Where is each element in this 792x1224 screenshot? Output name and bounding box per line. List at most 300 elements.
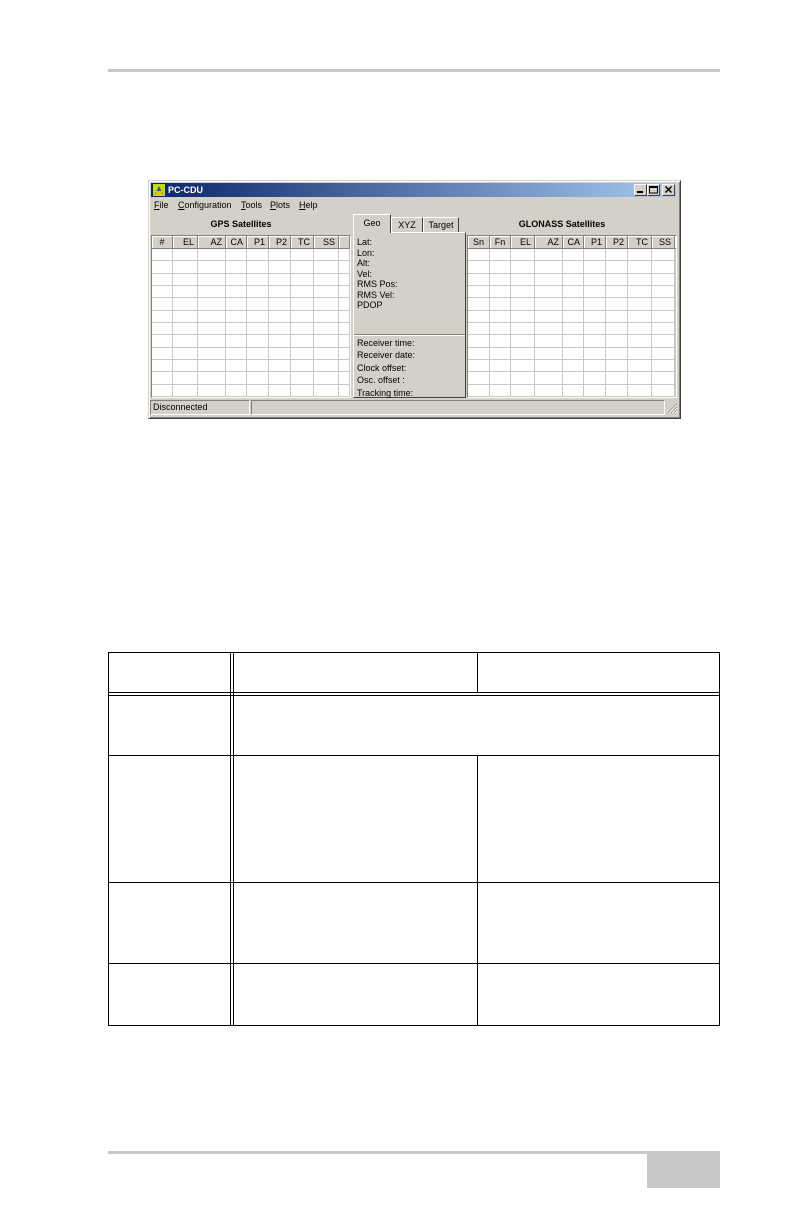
- glonass-table-cell: [584, 274, 606, 285]
- gps-table-cell: [173, 372, 198, 383]
- gps-table-cell: [314, 323, 339, 334]
- glonass-table-cell: [490, 348, 511, 359]
- glonass-table-row: [468, 249, 676, 261]
- glonass-table-cell: [675, 249, 676, 260]
- glonass-table-cell: [584, 249, 606, 260]
- time-fields: [357, 337, 415, 399]
- glonass-table-cell: [535, 249, 563, 260]
- glonass-table-cell: [628, 385, 652, 396]
- minimize-button[interactable]: [634, 184, 647, 196]
- doc-table-cell: [478, 883, 719, 963]
- gps-table-cell: [226, 286, 247, 297]
- glonass-table-cell: [535, 286, 563, 297]
- gps-col-number[interactable]: #: [152, 236, 173, 249]
- gps-table-cell: [247, 335, 269, 346]
- gps-col-tc[interactable]: TC: [291, 236, 314, 249]
- gps-table-row: [152, 274, 350, 286]
- glonass-table-cell: [563, 360, 584, 371]
- glonass-table-cell: [511, 360, 535, 371]
- gps-table-cell: [173, 286, 198, 297]
- glonass-table-cell: [563, 372, 584, 383]
- glonass-table-cell: [468, 385, 490, 396]
- gps-table-cell: [291, 385, 314, 396]
- gps-table-cell: [173, 385, 198, 396]
- glonass-table-cell: [628, 372, 652, 383]
- glonass-table-cell: [606, 360, 628, 371]
- gps-table-cell: [152, 274, 173, 285]
- glonass-table-cell: [511, 385, 535, 396]
- doc-table-cell: [234, 964, 477, 1025]
- doc-table-cell: [109, 883, 230, 963]
- glonass-table-cell: [628, 323, 652, 334]
- glonass-table-cell: [511, 311, 535, 322]
- glonass-table-body: [468, 249, 676, 397]
- field-receiver-time: Receiver time:: [357, 338, 415, 348]
- gps-table-cell: [339, 286, 350, 297]
- glonass-table-cell: [490, 286, 511, 297]
- doc-table: [108, 652, 720, 1026]
- gps-table-cell: [247, 372, 269, 383]
- gps-table-cell: [152, 286, 173, 297]
- gps-table-cell: [269, 311, 291, 322]
- glonass-table-cell: [606, 261, 628, 272]
- glonass-table-cell: [468, 323, 490, 334]
- glonass-table-cell: [490, 372, 511, 383]
- tab-geo[interactable]: Geo: [353, 214, 391, 233]
- gps-table-cell: [198, 385, 226, 396]
- gps-table-cell: [198, 286, 226, 297]
- field-lat: Lat:: [357, 237, 373, 247]
- panel-separator: [354, 334, 465, 336]
- glonass-table-cell: [652, 261, 675, 272]
- glonass-table-cell: [652, 286, 675, 297]
- field-alt: Alt:: [357, 258, 371, 268]
- glonass-table-cell: [584, 372, 606, 383]
- doc-table-header-cell: [109, 653, 230, 692]
- glonass-table-cell: [606, 323, 628, 334]
- glonass-table-cell: [584, 311, 606, 322]
- doc-table-cell: [234, 756, 477, 882]
- menu-tools[interactable]: Tools: [241, 200, 263, 210]
- gps-table-cell: [173, 360, 198, 371]
- glonass-table-cell: [490, 249, 511, 260]
- glonass-table-cell: [563, 286, 584, 297]
- gps-table-cell: [269, 249, 291, 260]
- glonass-table-row: [468, 311, 676, 323]
- gps-header-filler: [339, 236, 350, 249]
- field-lon: Lon:: [357, 247, 375, 258]
- tab-target[interactable]: Target: [423, 217, 459, 233]
- glonass-table-cell: [511, 323, 535, 334]
- glonass-table-cell: [652, 385, 675, 396]
- glonass-table-cell: [468, 298, 490, 309]
- gps-table-cell: [314, 274, 339, 285]
- glonass-table-cell: [628, 311, 652, 322]
- glonass-table-row: [468, 360, 676, 372]
- gps-table-cell: [269, 385, 291, 396]
- gps-table-body: [152, 249, 350, 397]
- gps-col-p1[interactable]: P1: [247, 236, 269, 249]
- gps-table-cell: [269, 274, 291, 285]
- gps-table-cell: [291, 335, 314, 346]
- glonass-table-cell: [628, 286, 652, 297]
- field-rms-pos: RMS Pos:: [357, 279, 398, 289]
- gps-table-cell: [226, 360, 247, 371]
- glonass-table-cell: [675, 348, 676, 359]
- close-icon: [663, 185, 674, 195]
- glonass-table-row: [468, 298, 676, 310]
- glonass-col-ss[interactable]: SS: [652, 236, 675, 249]
- glonass-col-p2[interactable]: P2: [606, 236, 628, 249]
- glonass-table-cell: [675, 323, 676, 334]
- glonass-table-row: [468, 274, 676, 286]
- gps-table-cell: [314, 335, 339, 346]
- gps-table-cell: [226, 298, 247, 309]
- gps-table-cell: [247, 311, 269, 322]
- gps-table-cell: [198, 372, 226, 383]
- glonass-table-cell: [468, 335, 490, 346]
- minimize-icon: [635, 185, 646, 195]
- glonass-table-cell: [652, 372, 675, 383]
- menu-configuration[interactable]: Configuration: [178, 200, 232, 210]
- glonass-table-cell: [675, 286, 676, 297]
- gps-table-cell: [269, 335, 291, 346]
- glonass-table-row: [468, 323, 676, 335]
- glonass-table-cell: [652, 249, 675, 260]
- gps-col-ca[interactable]: CA: [226, 236, 247, 249]
- glonass-table-cell: [675, 360, 676, 371]
- gps-table-cell: [226, 348, 247, 359]
- glonass-table-cell: [606, 348, 628, 359]
- glonass-table-cell: [652, 311, 675, 322]
- field-receiver-date: Receiver date:: [357, 350, 416, 361]
- glonass-table-cell: [511, 261, 535, 272]
- gps-table-cell: [152, 372, 173, 383]
- gps-table-cell: [226, 335, 247, 346]
- gps-col-ss[interactable]: SS: [314, 236, 339, 249]
- glonass-table-cell: [563, 323, 584, 334]
- gps-table-cell: [173, 261, 198, 272]
- glonass-table-cell: [652, 335, 675, 346]
- glonass-table-cell: [584, 261, 606, 272]
- resize-grip[interactable]: [666, 402, 678, 414]
- glonass-col-sn[interactable]: Sn: [468, 236, 490, 249]
- menu-file[interactable]: File: [154, 200, 169, 210]
- gps-table-cell: [198, 360, 226, 371]
- glonass-table-row: [468, 286, 676, 298]
- tab-xyz[interactable]: XYZ: [391, 217, 423, 233]
- glonass-table-cell: [490, 360, 511, 371]
- gps-table-cell: [226, 385, 247, 396]
- status-connection: Disconnected: [150, 400, 250, 415]
- glonass-table-cell: [584, 335, 606, 346]
- glonass-table-cell: [535, 311, 563, 322]
- gps-table-cell: [152, 311, 173, 322]
- glonass-table-cell: [490, 323, 511, 334]
- glonass-col-ca[interactable]: CA: [563, 236, 584, 249]
- glonass-table-cell: [628, 261, 652, 272]
- gps-table-cell: [269, 323, 291, 334]
- gps-table-cell: [339, 385, 350, 396]
- glonass-header-filler: [675, 236, 677, 249]
- glonass-table-cell: [490, 335, 511, 346]
- gps-table-cell: [269, 286, 291, 297]
- glonass-table-row: [468, 335, 676, 347]
- resize-grip-icon: [666, 402, 678, 414]
- gps-table-row: [152, 335, 350, 347]
- gps-table-cell: [198, 261, 226, 272]
- gps-table-cell: [152, 249, 173, 260]
- gps-table-cell: [339, 249, 350, 260]
- glonass-table-cell: [490, 298, 511, 309]
- gps-table-cell: [173, 348, 198, 359]
- glonass-table-cell: [468, 311, 490, 322]
- doc-table-cell: [234, 883, 477, 963]
- glonass-table-cell: [535, 348, 563, 359]
- gps-table-cell: [291, 249, 314, 260]
- glonass-table-cell: [652, 323, 675, 334]
- pc-cdu-app-icon[interactable]: [153, 184, 165, 196]
- gps-col-p2[interactable]: P2: [269, 236, 291, 249]
- field-clock-offset: Clock offset:: [357, 362, 407, 373]
- gps-table-cell: [152, 261, 173, 272]
- glonass-table-cell: [652, 360, 675, 371]
- gps-table-cell: [269, 372, 291, 383]
- glonass-table-cell: [535, 298, 563, 309]
- gps-table-cell: [291, 372, 314, 383]
- glonass-table-header: [468, 236, 676, 249]
- gps-table-cell: [198, 335, 226, 346]
- glonass-table-cell: [563, 261, 584, 272]
- glonass-col-el[interactable]: EL: [511, 236, 535, 249]
- doc-table-header-cell: [478, 653, 719, 692]
- field-osc-offset: Osc. offset :: [357, 375, 405, 386]
- glonass-col-fn[interactable]: Fn: [490, 236, 511, 249]
- gps-table-cell: [152, 323, 173, 334]
- glonass-satellites-table: [467, 235, 677, 398]
- gps-table-cell: [226, 249, 247, 260]
- glonass-table-cell: [675, 261, 676, 272]
- gps-table-row: [152, 249, 350, 261]
- glonass-table-cell: [584, 385, 606, 396]
- gps-table-cell: [247, 385, 269, 396]
- glonass-table-cell: [675, 311, 676, 322]
- gps-col-az[interactable]: AZ: [198, 236, 226, 249]
- glonass-table-cell: [675, 385, 676, 396]
- glonass-table-cell: [628, 348, 652, 359]
- pc-cdu-window: [148, 180, 681, 419]
- position-fields: [357, 237, 398, 311]
- page-number-box: [647, 1152, 720, 1188]
- gps-table-cell: [152, 298, 173, 309]
- gps-table-cell: [314, 348, 339, 359]
- glonass-table-cell: [490, 274, 511, 285]
- gps-table-cell: [339, 335, 350, 346]
- field-tracking-time: Tracking time:: [357, 387, 414, 398]
- footer-rule: [108, 1151, 720, 1154]
- glonass-table-cell: [584, 286, 606, 297]
- gps-table-cell: [173, 311, 198, 322]
- glonass-table-cell: [535, 385, 563, 396]
- doc-table-cell: [478, 964, 719, 1025]
- gps-table-cell: [198, 323, 226, 334]
- glonass-table-cell: [535, 360, 563, 371]
- gps-table-cell: [339, 360, 350, 371]
- gps-table-cell: [291, 311, 314, 322]
- glonass-table-cell: [606, 298, 628, 309]
- glonass-table-cell: [511, 372, 535, 383]
- menu-plots[interactable]: Plots: [270, 200, 291, 210]
- gps-table-cell: [198, 348, 226, 359]
- gps-table-cell: [291, 360, 314, 371]
- glonass-table-cell: [468, 372, 490, 383]
- gps-table-cell: [247, 274, 269, 285]
- glonass-table-cell: [606, 286, 628, 297]
- gps-table-cell: [339, 298, 350, 309]
- gps-satellites-table: [151, 235, 351, 398]
- gps-table-header: [152, 236, 350, 249]
- gps-table-row: [152, 286, 350, 298]
- glonass-table-cell: [563, 348, 584, 359]
- glonass-table-row: [468, 348, 676, 360]
- glonass-satellites-label: GLONASS Satellites: [518, 219, 606, 229]
- glonass-table-cell: [606, 311, 628, 322]
- glonass-col-tc[interactable]: TC: [628, 236, 652, 249]
- gps-table-row: [152, 298, 350, 310]
- title-bar[interactable]: [151, 183, 676, 197]
- glonass-table-cell: [468, 249, 490, 260]
- gps-table-row: [152, 360, 350, 372]
- gps-table-cell: [247, 348, 269, 359]
- gps-table-cell: [314, 385, 339, 396]
- glonass-table-cell: [468, 274, 490, 285]
- glonass-table-cell: [511, 335, 535, 346]
- doc-table-cell: [109, 696, 230, 755]
- gps-table-cell: [173, 335, 198, 346]
- gps-col-el[interactable]: EL: [173, 236, 198, 249]
- doc-table-cell: [109, 964, 230, 1025]
- gps-satellites-label: GPS Satellites: [210, 219, 272, 229]
- gps-table-row: [152, 261, 350, 273]
- geo-tab-panel: [353, 232, 466, 398]
- glonass-table-cell: [652, 298, 675, 309]
- gps-table-cell: [314, 298, 339, 309]
- gps-table-cell: [198, 311, 226, 322]
- gps-table-cell: [173, 274, 198, 285]
- glonass-table-cell: [511, 348, 535, 359]
- glonass-table-cell: [468, 360, 490, 371]
- glonass-table-cell: [468, 261, 490, 272]
- glonass-table-cell: [563, 274, 584, 285]
- gps-table-cell: [291, 323, 314, 334]
- glonass-table-cell: [490, 385, 511, 396]
- gps-table-cell: [226, 311, 247, 322]
- glonass-table-cell: [584, 323, 606, 334]
- gps-table-cell: [152, 335, 173, 346]
- gps-table-cell: [173, 323, 198, 334]
- glonass-table-cell: [652, 274, 675, 285]
- glonass-table-cell: [563, 311, 584, 322]
- glonass-table-cell: [606, 372, 628, 383]
- gps-table-cell: [291, 348, 314, 359]
- glonass-table-cell: [535, 261, 563, 272]
- gps-table-cell: [314, 372, 339, 383]
- glonass-table-cell: [675, 372, 676, 383]
- glonass-table-row: [468, 261, 676, 273]
- glonass-table-cell: [511, 249, 535, 260]
- gps-table-cell: [173, 298, 198, 309]
- glonass-table-cell: [535, 274, 563, 285]
- glonass-table-cell: [563, 298, 584, 309]
- maximize-icon: [648, 185, 659, 195]
- gps-table-cell: [314, 286, 339, 297]
- glonass-table-cell: [490, 311, 511, 322]
- doc-table-header-cell: [234, 653, 477, 692]
- glonass-table-cell: [675, 274, 676, 285]
- close-button[interactable]: [662, 184, 675, 196]
- glonass-table-cell: [628, 274, 652, 285]
- doc-table-rule: [109, 692, 719, 693]
- gps-table-cell: [226, 323, 247, 334]
- glonass-table-cell: [584, 360, 606, 371]
- gps-table-row: [152, 372, 350, 384]
- glonass-table-cell: [563, 385, 584, 396]
- gps-table-cell: [291, 274, 314, 285]
- status-panel-empty: [251, 400, 665, 415]
- glonass-table-cell: [468, 348, 490, 359]
- gps-table-cell: [314, 360, 339, 371]
- gps-table-cell: [247, 298, 269, 309]
- gps-table-cell: [198, 298, 226, 309]
- gps-table-cell: [339, 274, 350, 285]
- glonass-table-cell: [563, 249, 584, 260]
- gps-table-cell: [291, 261, 314, 272]
- gps-table-row: [152, 348, 350, 360]
- gps-table-cell: [339, 372, 350, 383]
- glonass-table-cell: [628, 360, 652, 371]
- glonass-table-cell: [628, 335, 652, 346]
- doc-table-merged-cell: [234, 696, 719, 755]
- gps-table-cell: [173, 249, 198, 260]
- gps-table-cell: [339, 323, 350, 334]
- gps-table-cell: [198, 249, 226, 260]
- gps-table-cell: [247, 249, 269, 260]
- gps-table-cell: [339, 261, 350, 272]
- gps-table-cell: [247, 323, 269, 334]
- glonass-table-cell: [606, 249, 628, 260]
- maximize-button[interactable]: [647, 184, 660, 196]
- doc-table-cell: [478, 756, 719, 882]
- gps-table-cell: [269, 348, 291, 359]
- gps-table-cell: [314, 261, 339, 272]
- glonass-table-row: [468, 372, 676, 384]
- glonass-table-cell: [628, 298, 652, 309]
- glonass-table-cell: [606, 274, 628, 285]
- glonass-col-az[interactable]: AZ: [535, 236, 563, 249]
- gps-table-cell: [152, 385, 173, 396]
- glonass-table-cell: [675, 335, 676, 346]
- gps-table-cell: [198, 274, 226, 285]
- gps-table-row: [152, 385, 350, 397]
- menu-help[interactable]: Help: [299, 200, 318, 210]
- gps-table-cell: [269, 360, 291, 371]
- gps-table-row: [152, 323, 350, 335]
- glonass-col-p1[interactable]: P1: [584, 236, 606, 249]
- gps-table-cell: [226, 261, 247, 272]
- gps-table-cell: [339, 348, 350, 359]
- gps-table-cell: [152, 360, 173, 371]
- gps-table-cell: [247, 286, 269, 297]
